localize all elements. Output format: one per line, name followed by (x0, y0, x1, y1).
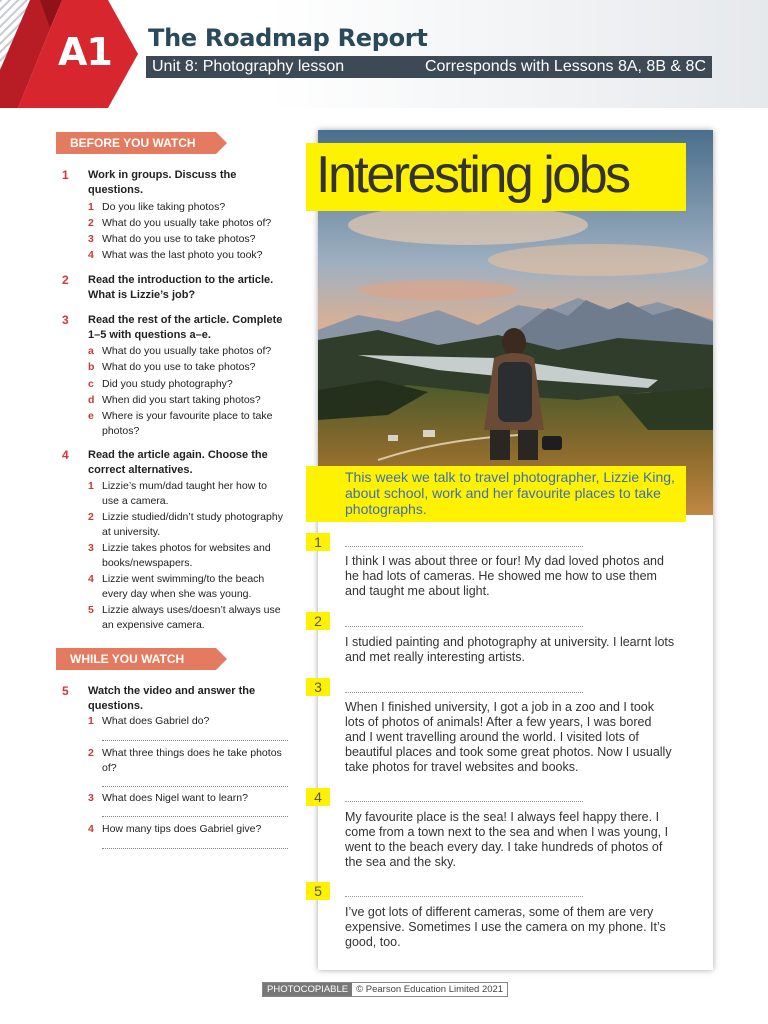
item-label: c (88, 378, 94, 390)
question-text: Watch the video and answer the questions. (88, 685, 256, 712)
item-text: What do you use to take photos? (102, 361, 256, 373)
item-text: What do you use to take photos? (102, 233, 256, 245)
item-label: d (88, 394, 95, 406)
item-text: Lizzie went swimming/to the beach every day when she was young. (102, 573, 265, 600)
item-text: Do you like taking photos? (102, 201, 226, 213)
item-label: a (88, 345, 94, 357)
item-label: 3 (88, 233, 94, 245)
item-label: 4 (88, 573, 94, 585)
item-text: How many tips does Gabriel give? (102, 823, 262, 835)
page-header (0, 0, 768, 108)
item-label: 1 (88, 201, 94, 213)
question-blank[interactable] (345, 692, 583, 693)
item-label: 5 (88, 604, 94, 616)
item-text: Where is your favourite place to take photos? (102, 410, 273, 437)
question-text: Read the introduction to the article. What is Lizzie’s job? (88, 274, 274, 301)
question-number: 1 (62, 168, 69, 182)
item-label: 2 (88, 747, 94, 759)
answer-text: My favourite place is the sea! I always feel happy there. I come from a town next to the sea and when I was young, I went to the beach every day. I take hundreds of photos of the sea and the sky. (345, 810, 669, 869)
item-text: What was the last photo you took? (102, 249, 263, 261)
question-blank[interactable] (345, 626, 583, 627)
answer-line[interactable] (102, 740, 288, 741)
answer-number: 4 (306, 788, 330, 806)
question-number: 3 (62, 313, 69, 327)
answer-number: 1 (306, 533, 330, 551)
item-label: e (88, 410, 94, 422)
question-text: Work in groups. Discuss the questions. (88, 169, 237, 196)
photocopiable-label: PHOTOCOPIABLE (263, 983, 352, 996)
item-label: 4 (88, 249, 94, 261)
question-blank[interactable] (345, 546, 583, 547)
level-label: A1 (58, 30, 112, 74)
report-title: The Roadmap Report (148, 24, 428, 52)
article-intro (306, 466, 686, 522)
unit-label: Unit 8: Photography lesson (152, 58, 345, 75)
item-text: What does Gabriel do? (102, 715, 210, 727)
item-label: 3 (88, 792, 94, 804)
answer-number: 3 (306, 678, 330, 696)
item-text: Lizzie’s mum/dad taught her how to use a camera. (102, 480, 267, 507)
item-label: 2 (88, 511, 94, 523)
while-you-watch-tag: WHILE YOU WATCH (56, 648, 216, 670)
headline-text: Interesting jobs (316, 146, 629, 204)
item-label: b (88, 361, 95, 373)
item-label: 4 (88, 823, 94, 835)
item-text: What do you usually take photos of? (102, 217, 272, 229)
page-footer (262, 982, 508, 997)
question-blank[interactable] (345, 896, 583, 897)
item-label: 1 (88, 715, 94, 727)
intro-text: This week we talk to travel photographer, Lizzie King, about school, work and her favourite places to take photographs. (345, 469, 675, 517)
question-text: Read the rest of the article. Complete 1–5 with questions a–e. (88, 314, 283, 341)
item-text: Did you study photography? (102, 378, 233, 390)
item-text: Lizzie always uses/doesn’t always use an expensive camera. (102, 604, 281, 631)
answer-text: When I finished university, I got a job in a zoo and I took lots of photos of animals! After a few years, I was bored and I went travelling around the world. I visited lots of beautiful places and took some great photos. Now I usually take photos for travel websites and books. (345, 700, 672, 774)
item-text: What does Nigel want to learn? (102, 792, 248, 804)
answer-line[interactable] (102, 786, 288, 787)
before-you-watch-tag: BEFORE YOU WATCH (56, 132, 216, 154)
answer-number: 5 (306, 882, 330, 900)
question-text: Read the article again. Choose the correct alternatives. (88, 449, 268, 476)
answer-text: I’ve got lots of different cameras, some of them are very expensive. Sometimes I use the camera on my phone. It’s good, too. (345, 905, 666, 949)
unit-bar (146, 56, 712, 78)
item-text: Lizzie studied/didn’t study photography at university. (102, 511, 283, 538)
answer-text: I studied painting and photography at university. I learnt lots and met really interesting artists. (345, 635, 675, 664)
item-text: What do you usually take photos of? (102, 345, 272, 357)
item-label: 2 (88, 217, 94, 229)
answer-line[interactable] (102, 848, 288, 849)
item-label: 1 (88, 480, 94, 492)
answer-number: 2 (306, 612, 330, 630)
answer-text: I think I was about three or four! My dad loved photos and he had lots of cameras. He showed me how to use them and taught me about light. (345, 554, 664, 598)
item-text: What three things does he take photos of? (102, 747, 282, 774)
question-number: 2 (62, 273, 69, 287)
copyright-label: © Pearson Education Limited 2021 (356, 984, 504, 995)
question-blank[interactable] (345, 801, 583, 802)
answer-line[interactable] (102, 816, 288, 817)
question-number: 4 (62, 448, 69, 462)
question-number: 5 (62, 684, 69, 698)
lessons-label: Corresponds with Lessons 8A, 8B & 8C (424, 58, 706, 75)
item-label: 3 (88, 542, 94, 554)
article-headline (306, 143, 686, 211)
item-text: Lizzie takes photos for websites and books/newspapers. (102, 542, 271, 569)
item-text: When did you start taking photos? (102, 394, 261, 406)
